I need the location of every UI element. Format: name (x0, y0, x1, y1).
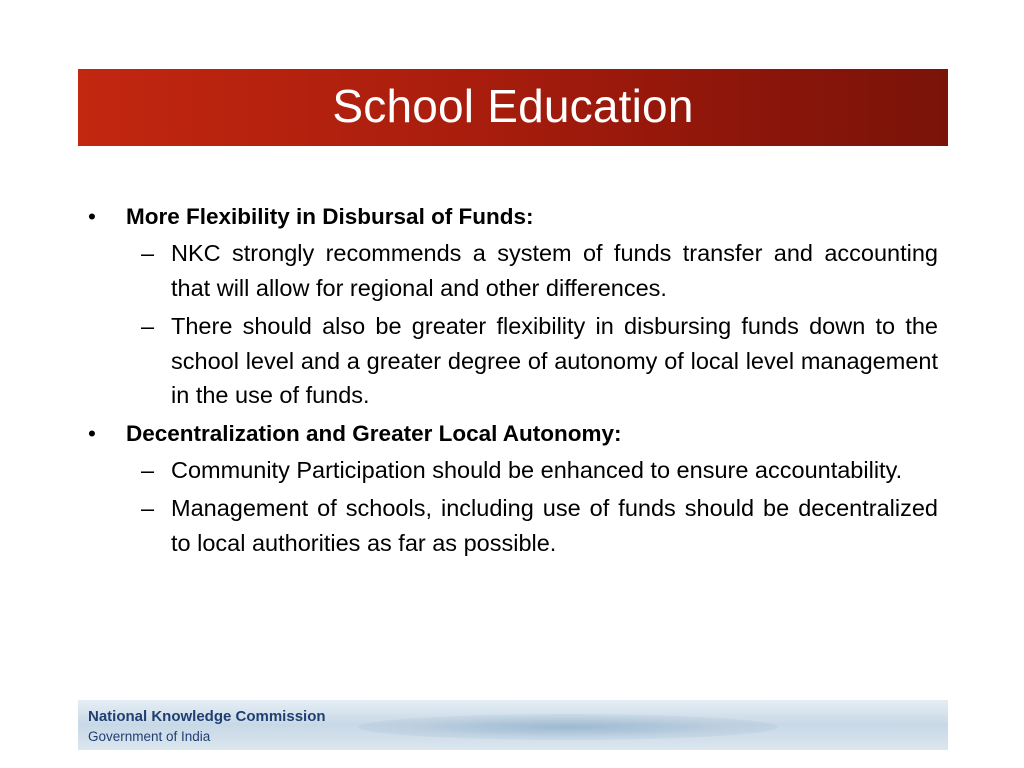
slide-body (88, 200, 938, 564)
bullet-glyph: • (88, 204, 96, 229)
title-banner (78, 69, 948, 146)
bullet-heading (88, 417, 938, 451)
bullet-heading-text: More Flexibility in Disbursal of Funds: (126, 204, 534, 229)
bullet-glyph: • (88, 420, 96, 446)
sub-point (88, 453, 938, 488)
sub-point-text: There should also be greater flexibility in disbursing funds down to the school level and a greater degree of autonomy of local level management in the use of funds. (171, 313, 938, 408)
sub-point (88, 491, 938, 560)
dash-glyph: – (141, 456, 155, 483)
bullet-heading-text: Decentralization and Greater Local Autonomy: (126, 420, 622, 446)
sub-point-text: NKC strongly recommends a system of funds transfer and accounting that will allow for regional and other differences. (171, 240, 938, 301)
sub-point-text: Management of schools, including use of funds should be decentralized to local authorities as far as possible. (171, 495, 938, 556)
dash-glyph: – (141, 313, 155, 339)
footer-band (78, 700, 948, 750)
footer-government: Government of India (88, 729, 211, 744)
footer-organization: National Knowledge Commission (88, 708, 326, 725)
sub-point-text: Community Participation should be enhanced to ensure accountability. (171, 456, 903, 483)
sub-point (88, 236, 938, 305)
dash-glyph: – (141, 240, 155, 266)
bullet-heading (88, 200, 938, 234)
footer-glow-decoration (358, 714, 778, 740)
sub-point (88, 309, 938, 413)
dash-glyph: – (141, 495, 155, 521)
slide-title: School Education (332, 79, 694, 132)
